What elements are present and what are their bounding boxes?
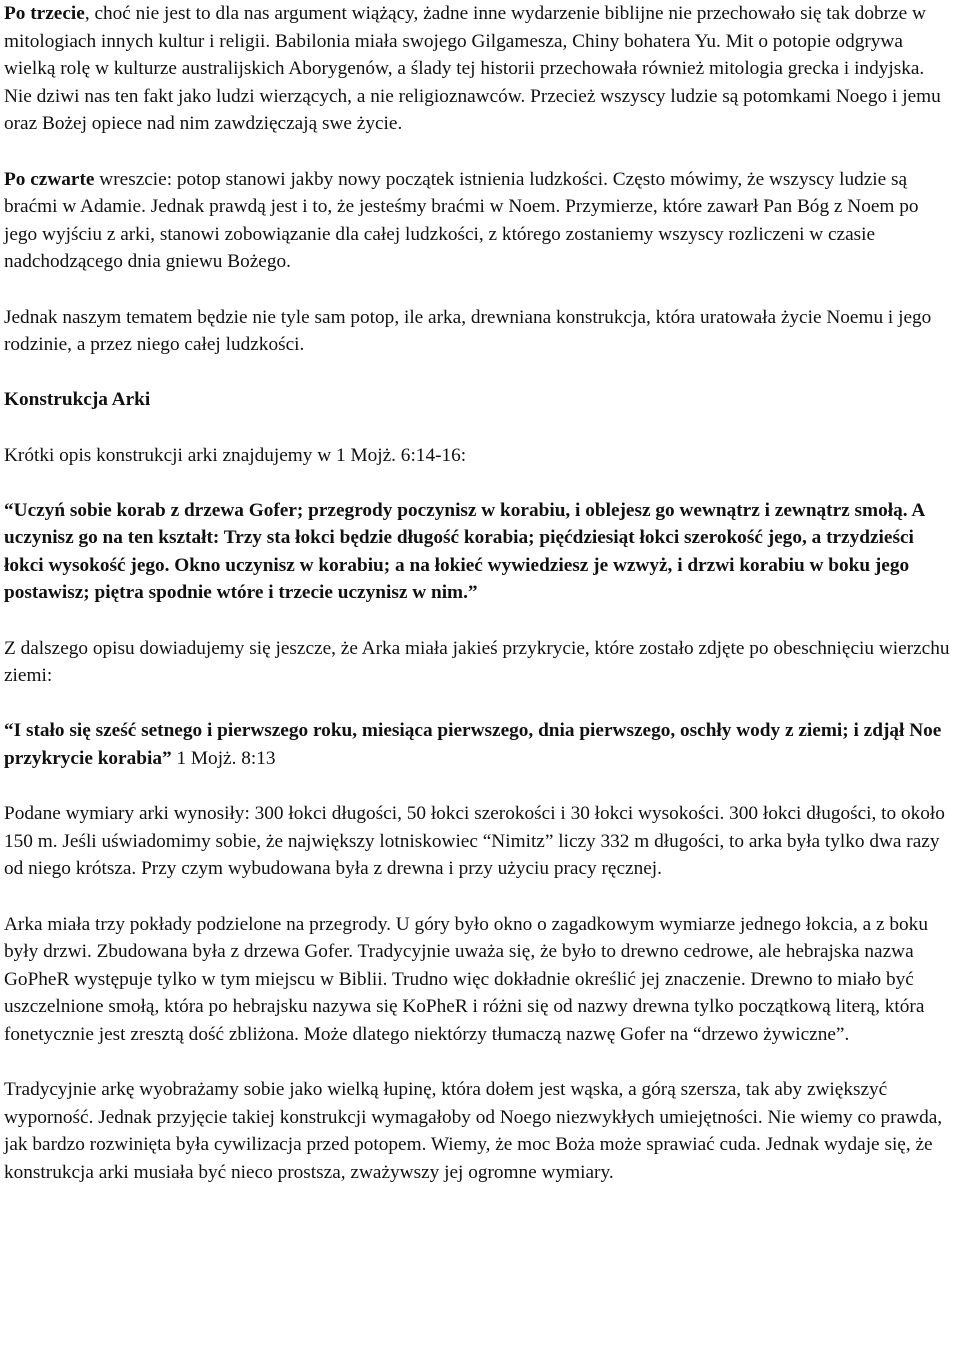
paragraph-fourth-reason: [4, 166, 952, 276]
quote-text: “I stało się sześć setnego i pierwszego roku, miesiąca pierwszego, dnia pierwszego, oschły wody z ziemi; i zdjął Noe przykrycie korabia”: [4, 720, 942, 770]
paragraph-lead: Po czwarte: [4, 168, 95, 190]
paragraph-text: , choć nie jest to dla nas argument wiążący, żadne inne wydarzenie biblijne nie przechowało się tak dobrze w mitologiach innych kultur i religii. Babilonia miała swojego Gilgamesza, Chiny bohatera Yu. Mit o potopie odgrywa wielką rolę w kulturze australijskich Aborygenów, a ślady tej historii przechowała również mitologia grecka i indyjska. Nie dziwi nas ten fakt jako ludzi wierzących, a nie religioznawców. Przecież wszyscy ludzie są potomkami Noego i jemu oraz Bożej opiece nad nim zawdzięczają swe życie.: [4, 3, 941, 135]
bible-quote-genesis-6: “Uczyń sobie korab z drzewa Gofer; przegrody poczynisz w korabiu, i oblejesz go wewnątrz i zewnątrz smołą. A uczynisz go na ten kształt: Trzy sta łokci będzie długość korabia; pięćdziesiąt łokci szerokość jego, a trzydzieści łokci wysokość jego. Okno uczynisz w korabiu; a na łokieć wywiedziesz je wzwyż, i drzwi korabiu w boku jego postawisz; piętra spodnie wtóre i trzecie uczynisz w nim.”: [4, 499, 925, 604]
bible-quote-genesis-8: [4, 717, 952, 772]
paragraph-further-description: Z dalszego opisu dowiadujemy się jeszcze, że Arka miała jakieś przykrycie, które zostało zdjęte po obeschnięciu wierzchu ziemi:: [4, 637, 950, 687]
paragraph-decks-wood: Arka miała trzy pokłady podzielone na przegrody. U góry było okno o zagadkowym wymiarze jednego łokcia, a z boku były drzwi. Zbudowana była z drzewa Gofer. Tradycyjnie uważa się, że było to drewno cedrowe, ale hebrajska nazwa GoPheR występuje tylko w tym miejscu w Biblii. Trudno więc dokładnie określić jej znaczenie. Drewno to miało być uszczelnione smołą, która po hebrajsku nazywa się KoPheR i różni się od nazwy drewna tylko początkową literą, która fonetycznie jest zresztą dość zbliżona. Może dlatego niektórzy tłumaczą nazwę Gofer na “drzewo żywiczne”.: [4, 913, 928, 1045]
paragraph-dimensions: Podane wymiary arki wynosiły: 300 łokci długości, 50 łokci szerokości i 30 łokci wysokości. 300 łokci długości, to około 150 m. Jeśli uświadomimy sobie, że największy lotniskowiec “Nimitz” liczy 332 m długości, to arka była tylko dwa razy od niego krótsza. Przy czym wybudowana była z drewna i przy użyciu pracy ręcznej.: [4, 803, 945, 880]
quote-reference: 1 Mojż. 8:13: [171, 748, 276, 770]
paragraph-third-reason: [4, 0, 952, 138]
section-heading: Konstrukcja Arki: [4, 389, 151, 411]
paragraph-text: wreszcie: potop stanowi jakby nowy początek istnienia ludzkości. Często mówimy, że wszyscy ludzie są braćmi w Adamie. Jednak prawdą jest i to, że jesteśmy braćmi w Noem. Przymierze, które zawarł Pan Bóg z Noem po jego wyjściu z arki, stanowi zobowiązanie dla całej ludzkości, z którego zostaniemy wszyscy rozliczeni w czasie nadchodzącego dnia gniewu Bożego.: [4, 168, 919, 273]
paragraph-intro-quote: Krótki opis konstrukcji arki znajdujemy w 1 Mojż. 6:14-16:: [4, 444, 467, 466]
paragraph-construction: Tradycyjnie arkę wyobrażamy sobie jako wielką łupinę, która dołem jest wąska, a górą szersza, tak aby zwiększyć wyporność. Jednak przyjęcie takiej konstrukcji wymagałoby od Noego niezwykłych umiejętności. Nie wiemy co prawda, jak bardzo rozwinięta była cywilizacja przed potopem. Wiemy, że moc Boża może sprawiać cuda. Jednak wydaje się, że konstrukcja arki musiała być nieco prostsza, zważywszy jej ogromne wymiary.: [4, 1079, 943, 1183]
paragraph-topic: Jednak naszym tematem będzie nie tyle sam potop, ile arka, drewniana konstrukcja, która uratowała życie Noemu i jego rodzinie, a przez niego całej ludzkości.: [4, 306, 932, 356]
paragraph-lead: Po trzecie: [4, 3, 85, 24]
